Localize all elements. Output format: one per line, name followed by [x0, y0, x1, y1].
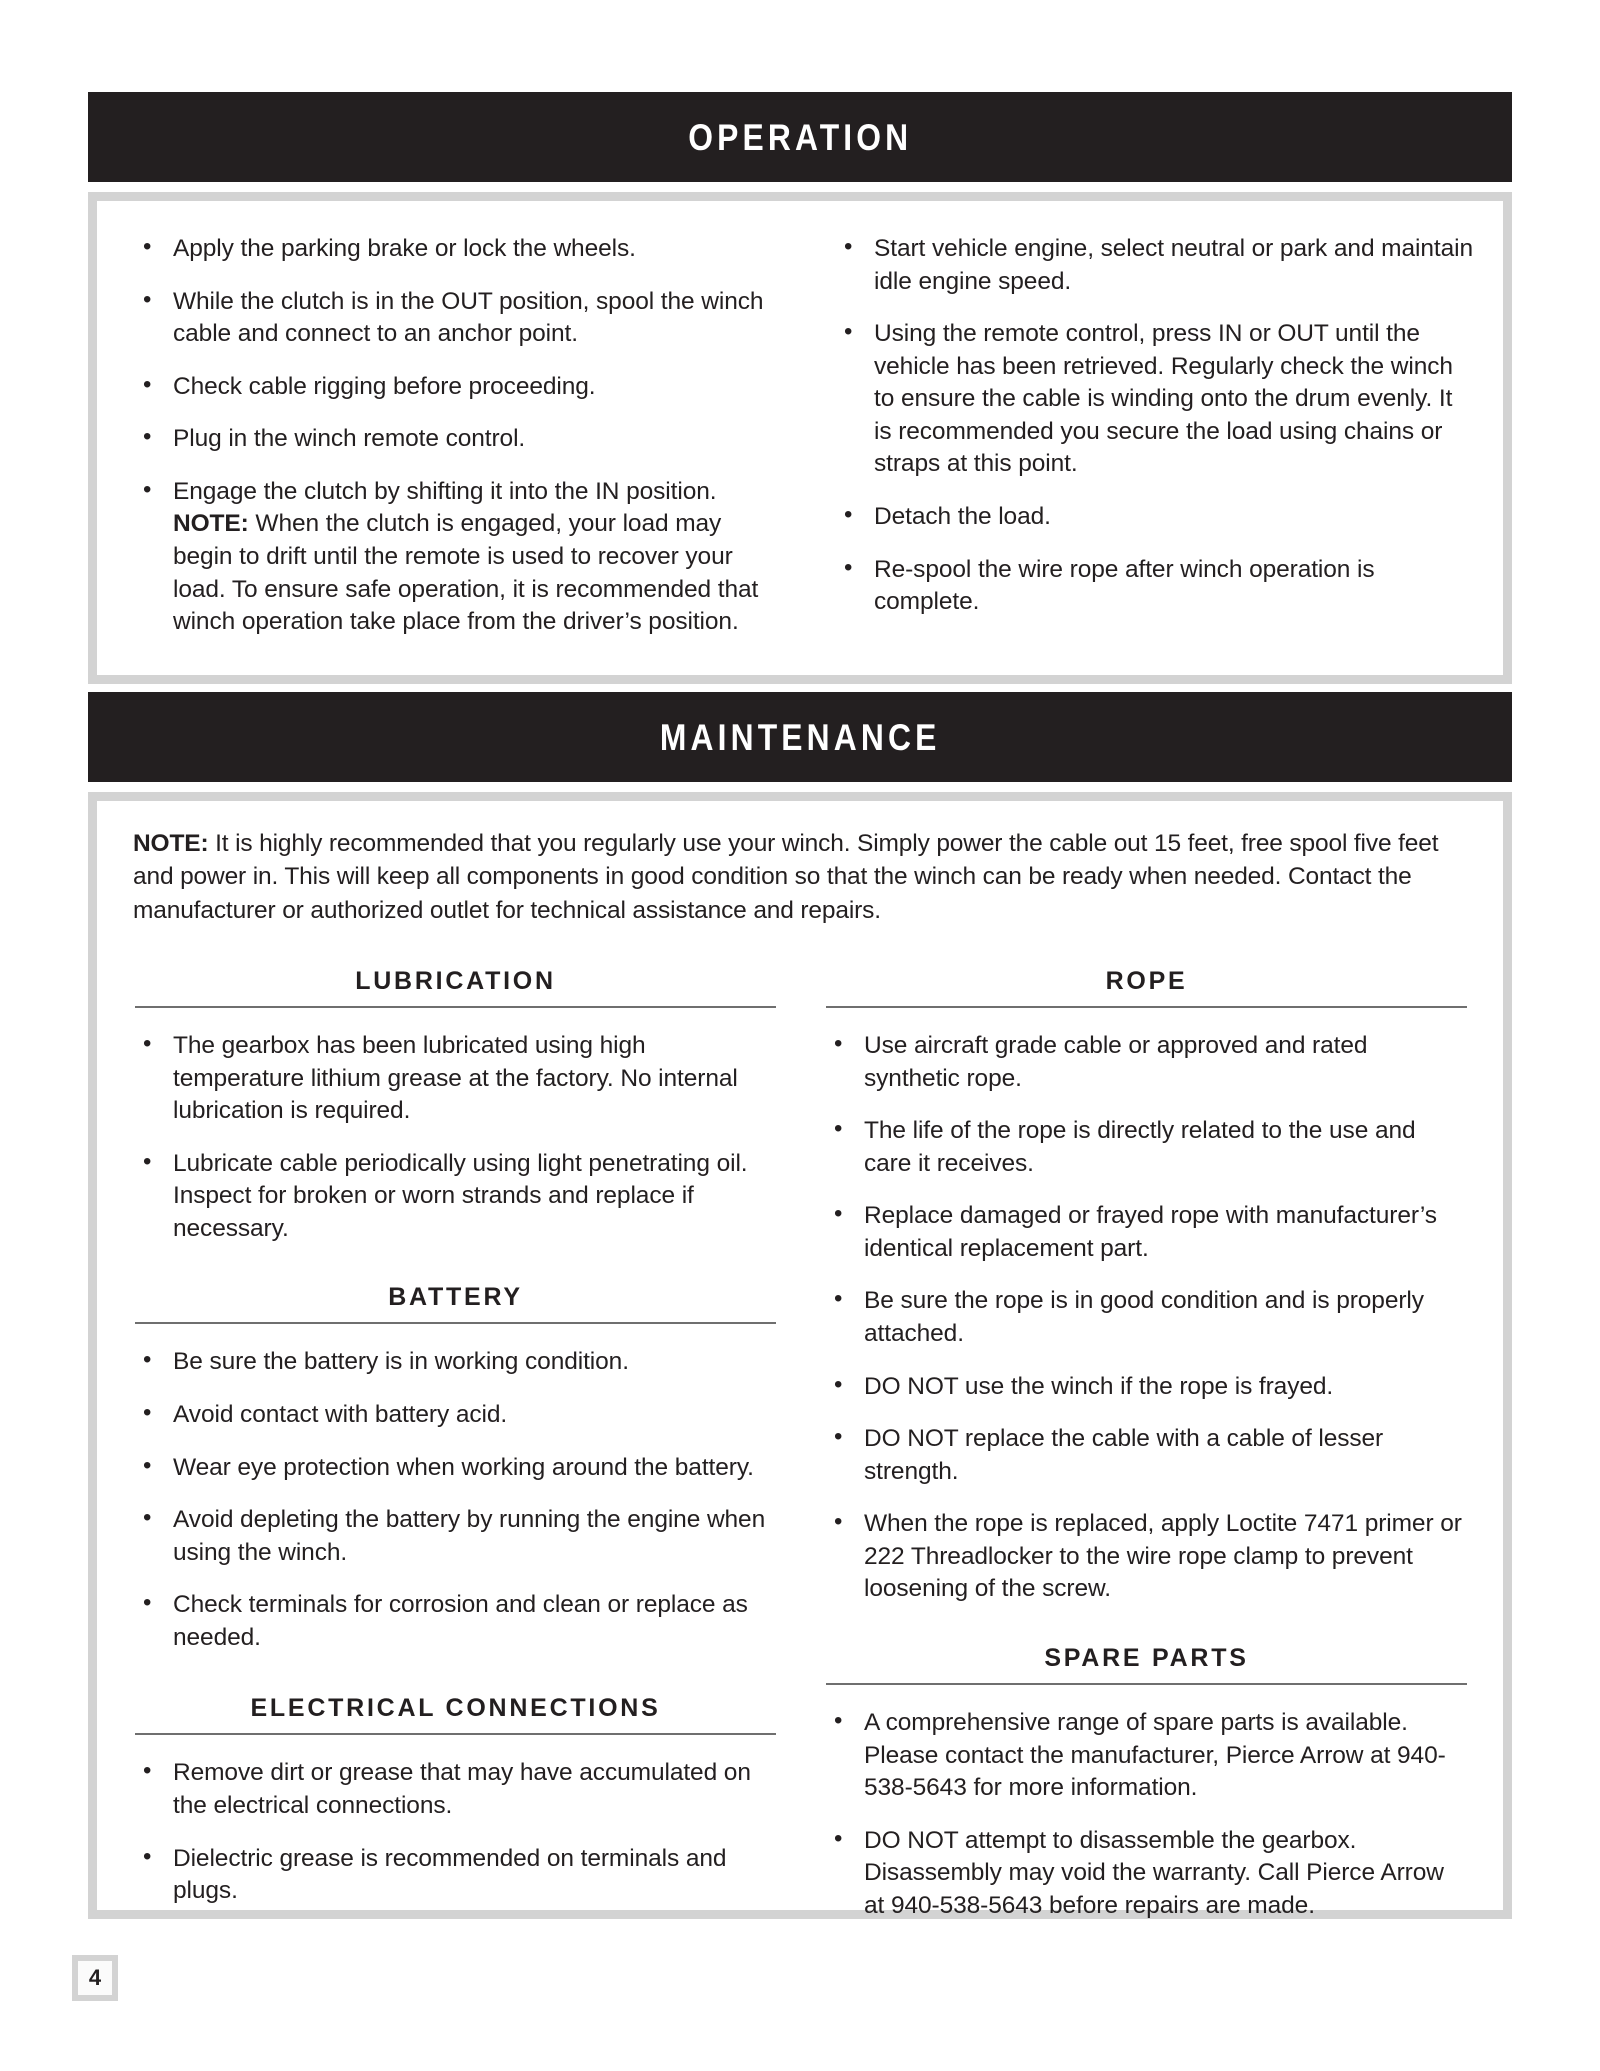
note-text: It is highly recommended that you regularly use your winch. Simply power the cable out 15 feet, free spool five feet and power in. This will keep all components in good condition so that the winch can be ready when needed. Contact the manufacturer or authorized outlet for technical assistance and repairs.	[133, 830, 1439, 924]
subsection-heading-rope: ROPE	[1105, 966, 1188, 995]
list-item: • Wear eye protection when working around the battery.	[135, 1452, 776, 1485]
electrical-connections-list	[135, 1757, 776, 1907]
list-item: • Avoid contact with battery acid.	[135, 1399, 776, 1432]
list-item: • Be sure the battery is in working condition.	[135, 1346, 776, 1379]
maintenance-panel	[88, 792, 1512, 1919]
maintenance-right-column	[800, 927, 1495, 1923]
list-item: • Plug in the winch remote control.	[135, 423, 774, 456]
subsection-heading-battery: BATTERY	[388, 1283, 523, 1312]
operation-left-list	[135, 233, 774, 639]
inline-note-label: NOTE:	[173, 510, 249, 538]
section-header-maintenance	[88, 692, 1512, 782]
subsection-heading-spare-parts: SPARE PARTS	[1044, 1644, 1249, 1673]
list-item: • The life of the rope is directly related to the use and care it receives.	[826, 1115, 1467, 1180]
list-item: • While the clutch is in the OUT position, spool the winch cable and connect to an anchor point.	[135, 286, 774, 351]
list-item: • DO NOT replace the cable with a cable of lesser strength.	[826, 1423, 1467, 1488]
list-item-with-note: • Engage the clutch by shifting it into the IN position. NOTE: When the clutch is engaged, your load may begin to drift until the remote is used to recover your load. To ensure safe operation, it is recommended that winch operation take place from the driver’s position.	[135, 476, 774, 639]
divider-lubrication	[135, 1006, 776, 1008]
page-number: 4	[88, 1965, 102, 1990]
list-item: • Use aircraft grade cable or approved and rated synthetic rope.	[826, 1030, 1467, 1095]
list-item: • Be sure the rope is in good condition and is properly attached.	[826, 1285, 1467, 1350]
maintenance-left-column	[105, 927, 800, 1923]
spare-parts-list	[826, 1707, 1467, 1922]
subsection-heading-lubrication: LUBRICATION	[355, 966, 556, 995]
list-item: • Avoid depleting the battery by running the engine when using the winch.	[135, 1504, 776, 1569]
list-item: • DO NOT use the winch if the rope is frayed.	[826, 1371, 1467, 1404]
operation-panel	[88, 192, 1512, 684]
operation-left-column	[97, 201, 800, 675]
section-title-maintenance: MAINTENANCE	[659, 716, 941, 758]
divider-spare-parts	[826, 1683, 1467, 1685]
section-header-operation	[88, 92, 1512, 182]
list-item: • A comprehensive range of spare parts is available. Please contact the manufacturer, Pierce Arrow at 940-538-5643 for more information.	[826, 1707, 1467, 1805]
battery-list	[135, 1346, 776, 1654]
list-item: • Dielectric grease is recommended on terminals and plugs.	[135, 1843, 776, 1908]
list-item: • Start vehicle engine, select neutral or park and maintain idle engine speed.	[836, 233, 1473, 298]
subsection-heading-electrical-connections: ELECTRICAL CONNECTIONS	[250, 1694, 661, 1723]
list-item: • Check cable rigging before proceeding.	[135, 371, 774, 404]
divider-rope	[826, 1006, 1467, 1008]
list-item: • Apply the parking brake or lock the wheels.	[135, 233, 774, 266]
list-item: • Remove dirt or grease that may have accumulated on the electrical connections.	[135, 1757, 776, 1822]
list-item: • The gearbox has been lubricated using high temperature lithium grease at the factory. No internal lubrication is required.	[135, 1030, 776, 1128]
list-item: • Detach the load.	[836, 501, 1473, 534]
maintenance-columns	[97, 927, 1503, 1923]
divider-battery	[135, 1322, 776, 1324]
note-label: NOTE:	[133, 830, 209, 857]
list-item: • Replace damaged or frayed rope with manufacturer’s identical replacement part.	[826, 1200, 1467, 1265]
rope-list	[826, 1030, 1467, 1606]
lubrication-list	[135, 1030, 776, 1245]
list-item: • DO NOT attempt to disassemble the gearbox. Disassembly may void the warranty. Call Pierce Arrow at 940-538-5643 before repairs are made.	[826, 1825, 1467, 1923]
maintenance-note-block	[97, 801, 1503, 927]
list-item: • When the rope is replaced, apply Loctite 7471 primer or 222 Threadlocker to the wire rope clamp to prevent loosening of the screw.	[826, 1508, 1467, 1606]
divider-electrical-connections	[135, 1733, 776, 1735]
operation-right-column	[800, 201, 1503, 675]
page-number-badge	[72, 1955, 118, 2001]
list-item: • Lubricate cable periodically using light penetrating oil. Inspect for broken or worn strands and replace if necessary.	[135, 1148, 776, 1246]
list-item: • Re-spool the wire rope after winch operation is complete.	[836, 554, 1473, 619]
section-title-operation: OPERATION	[687, 116, 913, 158]
list-item: • Using the remote control, press IN or OUT until the vehicle has been retrieved. Regularly check the winch to ensure the cable is winding onto the drum evenly. It is recommended you secure the load using chains or straps at this point.	[836, 318, 1473, 481]
maintenance-note	[133, 827, 1467, 927]
operation-right-list	[836, 233, 1473, 619]
list-item: • Check terminals for corrosion and clean or replace as needed.	[135, 1589, 776, 1654]
